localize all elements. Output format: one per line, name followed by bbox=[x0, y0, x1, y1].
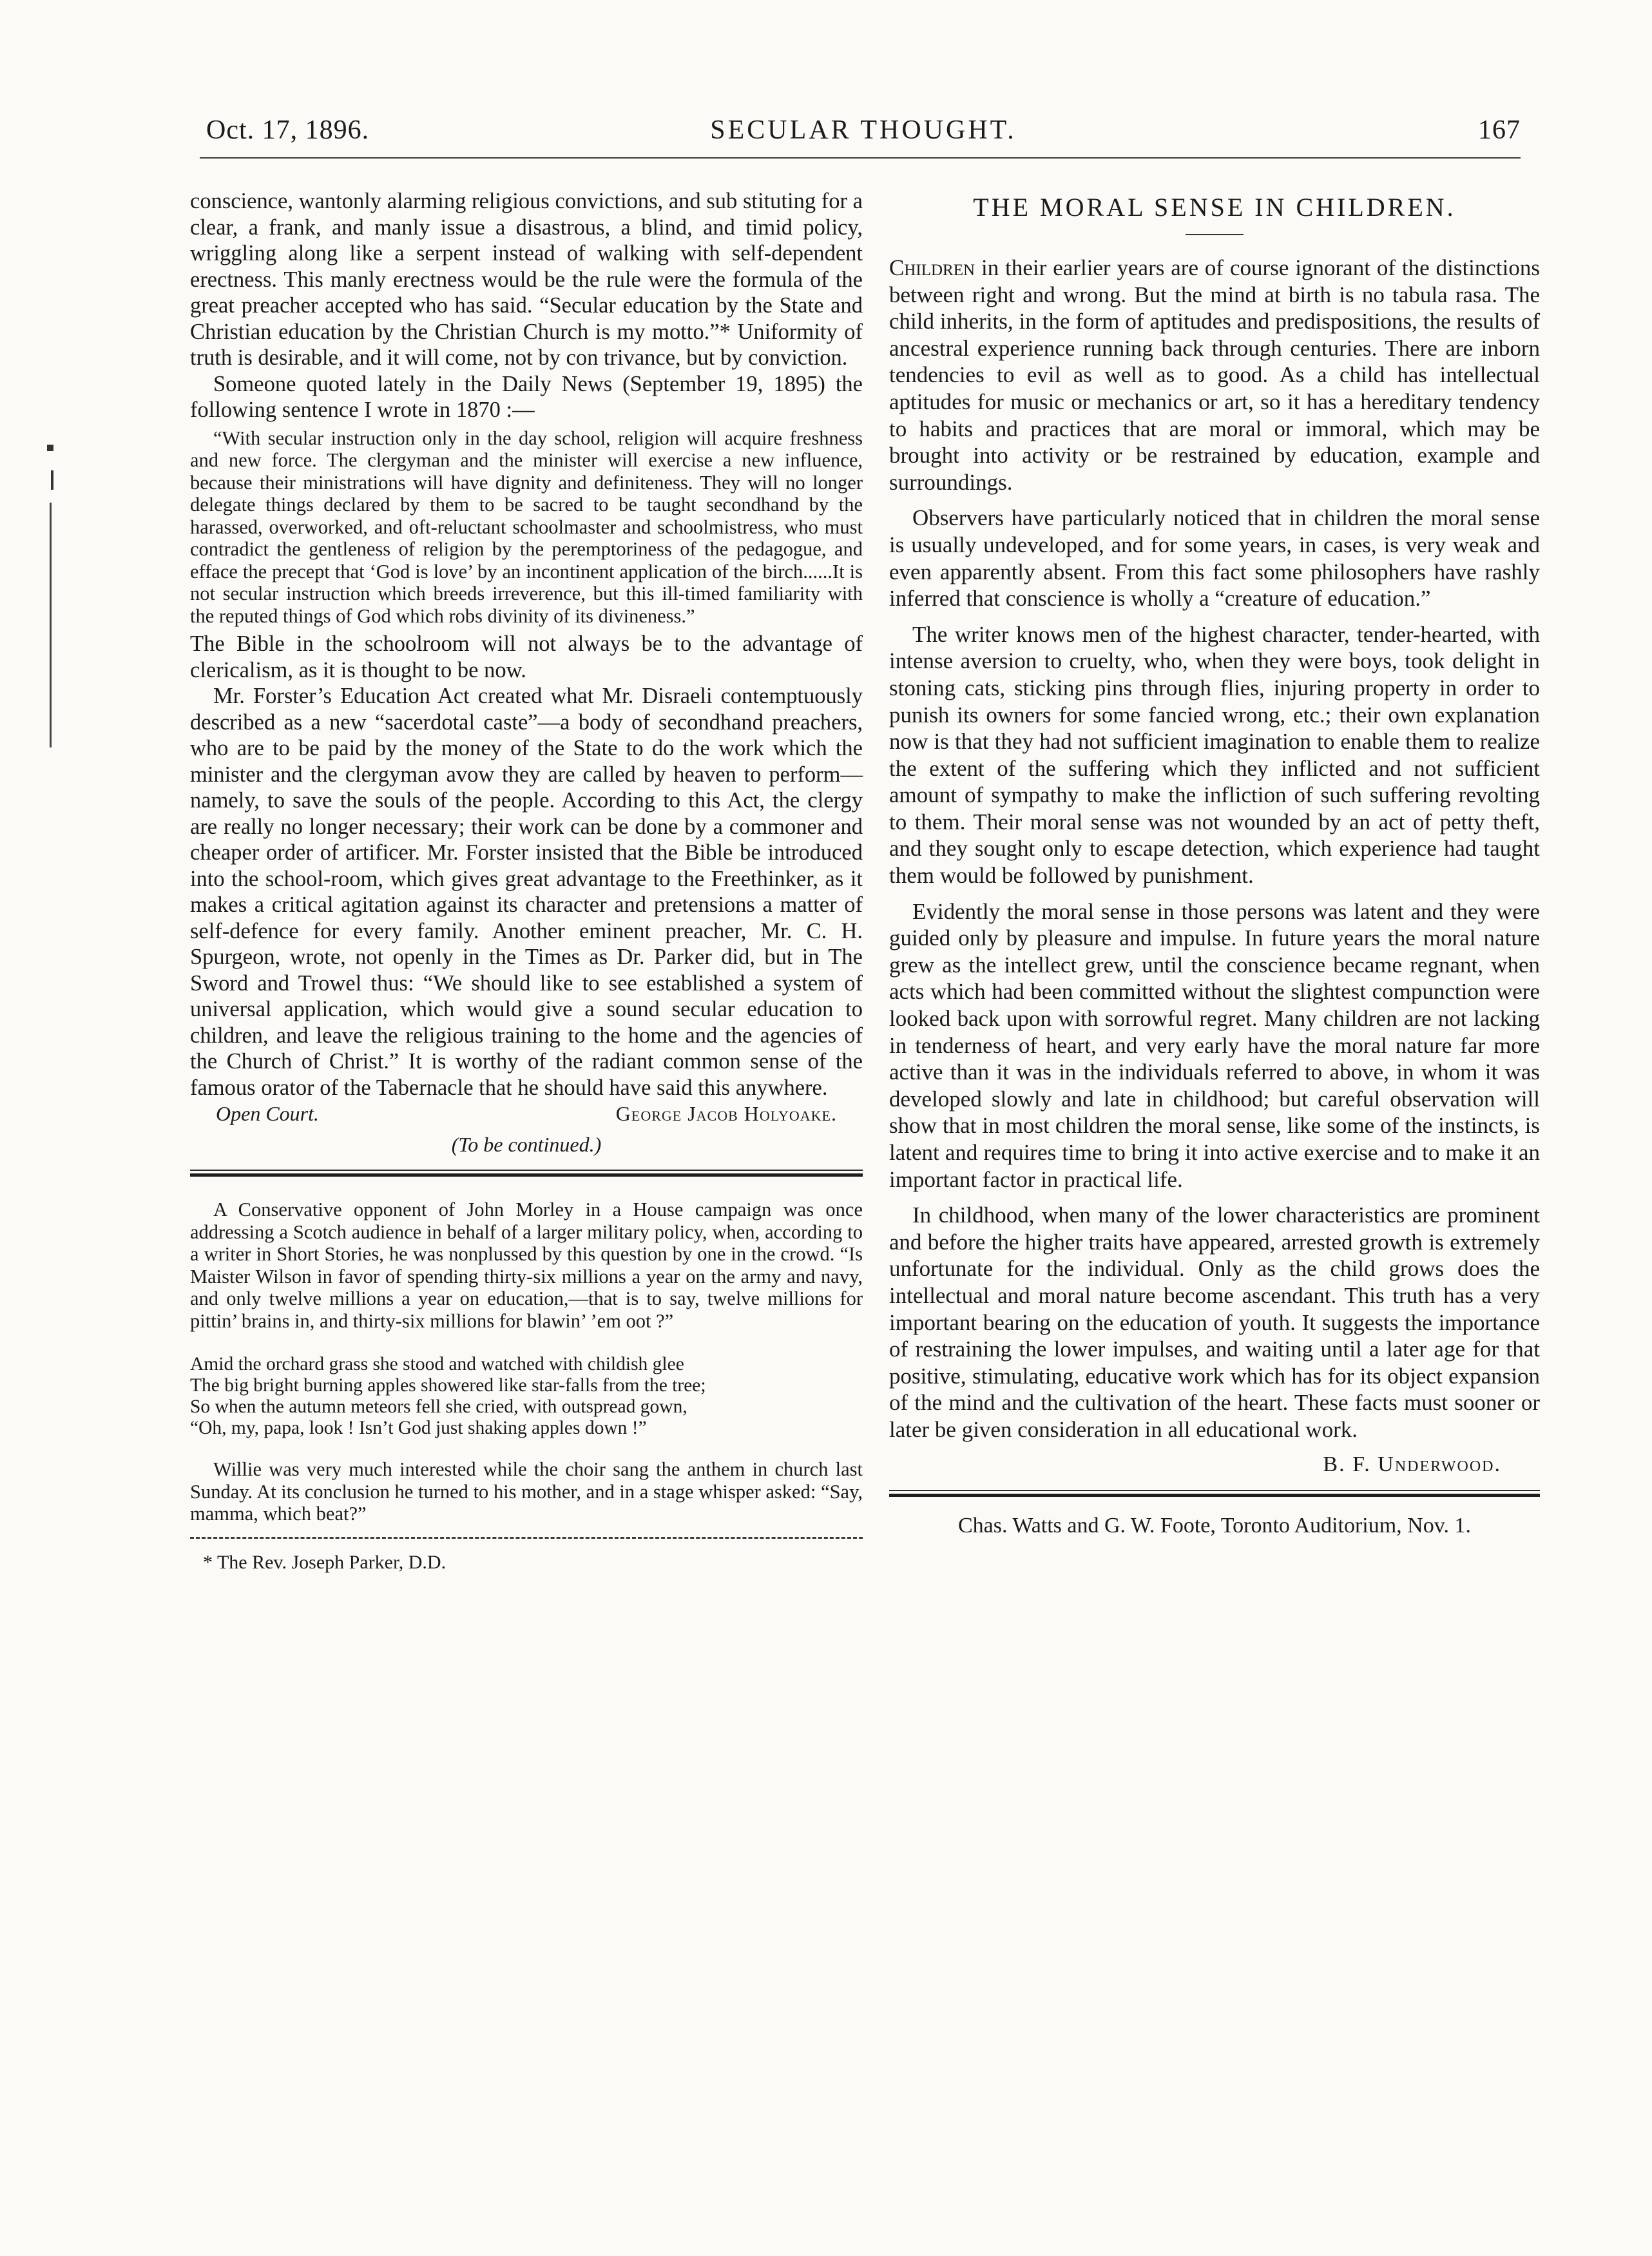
paragraph-text: in their earlier years are of course ignorant of the distinctions between right and wrong. But the mind at birth is no tabula rasa. The child inherits, in the form of aptitudes and predispositions, the results of ancestral experience running back through centuries. There are inborn tendencies to evil as well as to good. As a child has intellectual aptitudes for music or mechanics or art, so it has a hereditary tendency to habits and practices that are moral or immoral, which may be brought into activity or be restrained by education, example and surroundings. bbox=[889, 255, 1541, 495]
article-title: THE MORAL SENSE IN CHILDREN. bbox=[973, 193, 1456, 222]
title-rule bbox=[1186, 234, 1244, 235]
right-column bbox=[889, 188, 1540, 1538]
poem-line: “Oh, my, papa, look ! Isn’t God just shaking apples down !” bbox=[190, 1418, 647, 1438]
left-column bbox=[190, 188, 863, 1574]
article-paragraph: In childhood, when many of the lower characteristics are prominent and before the higher traits have appeared, arrested growth is extremely unfortunate for the individual. Only as the child grows does the intellectual and moral nature become ascendant. This truth has a very important bearing on the education of youth. It suggests the importance of restraining the lower impulses, and waiting until a later age for that positive, stimulating, educative work which has for its object expansion of the mind and the cultivation of the heart. These facts must sooner or later be given consideration in all educational work. bbox=[889, 1202, 1540, 1442]
lead-word: Children bbox=[889, 255, 975, 280]
margin-bar bbox=[50, 503, 52, 747]
margin-mark bbox=[51, 470, 53, 490]
article-paragraph: conscience, wantonly alarming religious convictions, and sub stituting for a clear, a frank, and manly issue a disastrous, a blind, and timid policy, wriggling along like a serpent instead of walking with self-dependent erectness. This manly erectness would be the rule were the formula of the great preacher accepted who has said. “Secular education by the State and Christian education by the Christian Church is my motto.”* Uniformity of truth is desirable, and it will come, not by con trivance, but by conviction. bbox=[190, 189, 863, 370]
poem-line: The big bright burning apples showered like star-falls from the tree; bbox=[190, 1375, 706, 1396]
page-number: 167 bbox=[1478, 115, 1521, 145]
article-paragraph: Mr. Forster’s Education Act created what Mr. Disraeli contemptuously described as a new “sacerdotal caste”—a body of secondhand preachers, who are to be paid by the money of the State to do the work which the minister and the clergyman avow they are called by heaven to perform—namely, to save the souls of the people. According to this Act, the clergy are really no longer necessary; their work can be done by a commoner and cheaper order of artificer. Mr. Forster insisted that the Bible be introduced into the school-room, which gives great advantage to the Freethinker, as it makes a critical agitation against its character and pretensions a matter of self-defence for every family. Another eminent preacher, Mr. C. H. Spurgeon, wrote, not openly in the Times as Dr. Parker did, but in The Sword and Trowel thus: “We should like to see established a system of universal application, which would give a sound secular education to children, and leave the religious training to the home and the agencies of the Church of Christ.” It is worthy of the radiant common sense of the famous orator of the Tabernacle that he should have said this anywhere. bbox=[190, 684, 863, 1100]
poem bbox=[190, 1354, 863, 1439]
continued-note: (To be continued.) bbox=[451, 1133, 602, 1156]
article-paragraph bbox=[889, 255, 1540, 496]
article-paragraph: Someone quoted lately in the Daily News (September 19, 1895) the following sentence I wrote in 1870 :— bbox=[190, 371, 863, 422]
article-paragraph: Evidently the moral sense in those persons was latent and they were guided only by pleasure and impulse. In future years the moral nature grew as the intellect grew, until the conscience became regnant, when acts which had been committed without the slightest compunction were looked back upon with sorrowful regret. Many children are not lacking in tenderness of heart, and very early have the moral nature far more active than it was in the individuals referred to above, in whom it was developed slowly and late in childhood; but careful observation will show that in most children the moral sense, like some of the instincts, is latent and requires time to bring it into active exercise and to make it an important factor in practical life. bbox=[889, 898, 1540, 1192]
publication-title: SECULAR THOUGHT. bbox=[710, 115, 1017, 145]
margin-mark bbox=[47, 445, 53, 451]
footnote-rule bbox=[190, 1537, 863, 1539]
author-signature: B. F. Underwood. bbox=[1323, 1452, 1501, 1476]
block-quote: “With secular instruction only in the day school, religion will acquire freshness and new force. The clergyman and the minister will exercise a new influence, because their ministrations will have dignity and definiteness. They will no longer delegate things declared by them to be sacred to be taught secondhand by the harassed, overworked, and oft-reluctant schoolmaster and schoolmistress, who must contradict the gentleness of religion by the peremptoriness of the pedagogue, and efface the precept that ‘God is love’ by an incontinent application of the birch......It is not secular instruction which breeds irreverence, but this ill-timed familiarity with the reputed things of God which robs divinity of its divineness.” bbox=[190, 427, 863, 627]
event-notice: Chas. Watts and G. W. Foote, Toronto Auditorium, Nov. 1. bbox=[957, 1513, 1472, 1538]
source-name: Open Court. bbox=[216, 1102, 319, 1125]
poem-line: Amid the orchard grass she stood and watched with childish glee bbox=[190, 1354, 684, 1374]
poem-line: So when the autumn meteors fell she cried, with outspread gown, bbox=[190, 1396, 687, 1417]
author-name: George Jacob Holyoake. bbox=[615, 1102, 837, 1125]
header-rule bbox=[200, 157, 1521, 159]
page-header bbox=[206, 115, 1521, 153]
anecdote-paragraph: A Conservative opponent of John Morley in a House campaign was once addressing a Scotch audience in behalf of a larger military policy, when, according to a writer in Short Stories, he was nonplussed by this question by one in the crowd. “Is Maister Wilson in favor of spending thirty-six millions a year on the army and navy, and only twelve millions a year on education,—that is to say, twelve millions for pittin’ brains in, and thirty-six millions for blawin’ ’em oot ?” bbox=[190, 1199, 863, 1332]
issue-date: Oct. 17, 1896. bbox=[206, 115, 370, 145]
article-paragraph: The Bible in the schoolroom will not always be to the advantage of clericalism, as it is thought to be now. bbox=[190, 631, 863, 682]
margin-pencil-marks bbox=[35, 445, 61, 896]
footnote: * The Rev. Joseph Parker, D.D. bbox=[203, 1551, 447, 1573]
article-paragraph: Observers have particularly noticed that in children the moral sense is usually undeveloped, and for some years, in cases, is very weak and even apparently absent. From this fact some philosophers have rashly inferred that conscience is wholly a “creature of education.” bbox=[889, 505, 1540, 612]
section-rule bbox=[190, 1170, 863, 1171]
anecdote-paragraph: Willie was very much interested while the choir sang the anthem in church last Sunday. At its conclusion he turned to his mother, and in a stage whisper asked: “Say, mamma, which beat?” bbox=[190, 1458, 863, 1525]
section-rule bbox=[889, 1490, 1540, 1491]
section-rule-thick bbox=[889, 1494, 1540, 1497]
article-paragraph: The writer knows men of the highest character, tender-hearted, with intense aversion to cruelty, who, when they were boys, took delight in stoning cats, sticking pins through flies, injuring property in order to punish its owners for some fancied wrong, etc.; their own explanation now is that they had not sufficient imagination to enable them to realize the extent of the suffering which they inflicted and not sufficient amount of sympathy to make the infliction of such suffering revolting to them. Their moral sense was not wounded by an act of petty theft, and they sought only to escape detection, which experience had taught them would be followed by punishment. bbox=[889, 621, 1540, 889]
attribution-row bbox=[190, 1102, 863, 1130]
